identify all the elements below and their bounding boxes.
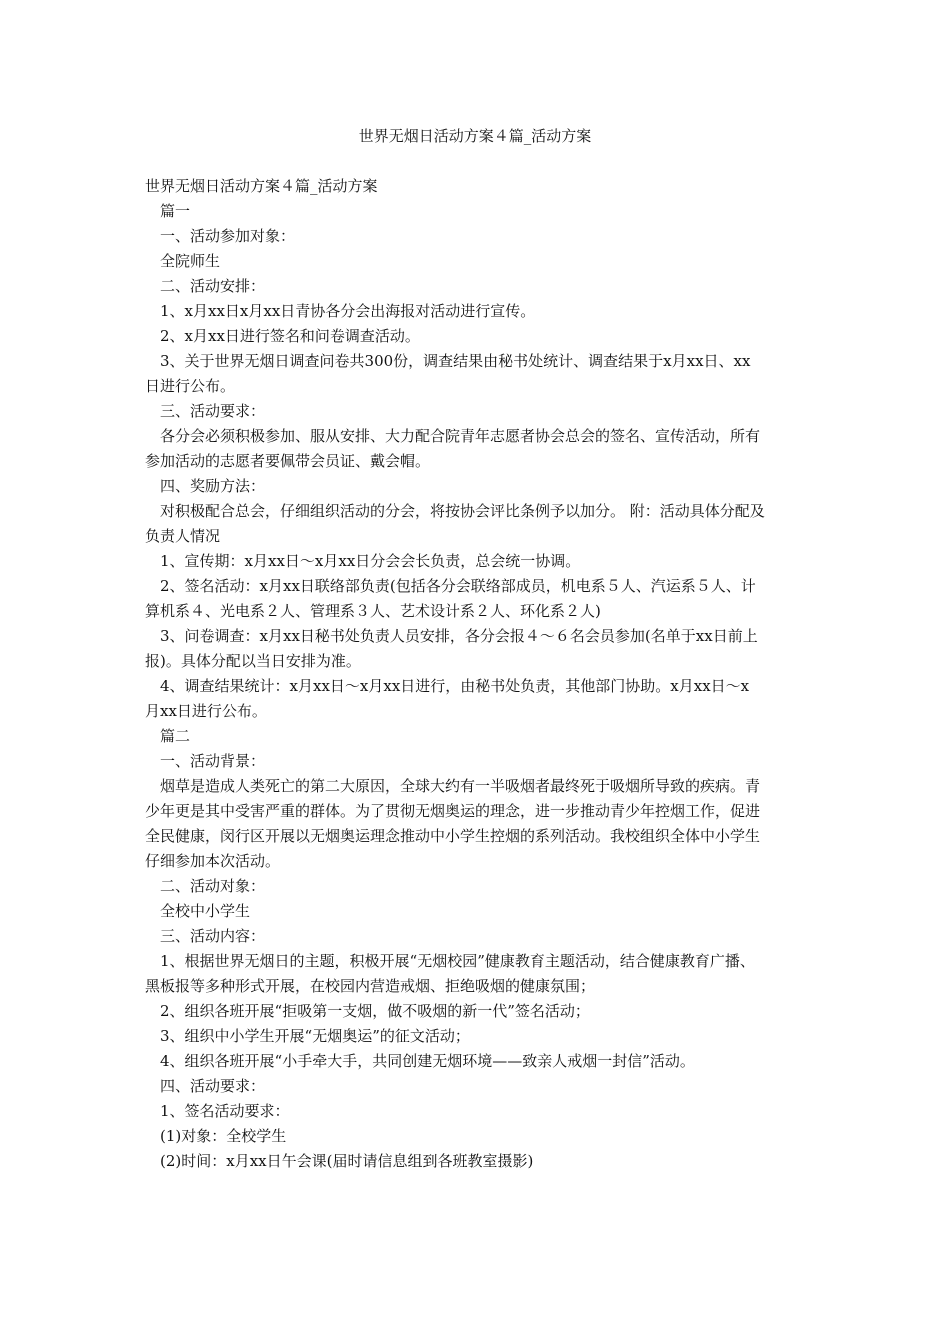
document-body	[145, 174, 815, 1174]
paragraph-line: 负责人情况	[145, 527, 221, 545]
paragraph-line: 报)。具体分配以当日安排为准。	[145, 652, 361, 670]
paragraph-line: 三、活动要求：	[160, 402, 266, 420]
paragraph-line: (2)时间：x月xx日午会课(届时请信息组到各班教室摄影)	[160, 1152, 534, 1170]
paragraph-line: 1、签名活动要求：	[160, 1102, 290, 1120]
paragraph-line: 少年更是其中受害严重的群体。为了贯彻无烟奥运的理念，进一步推动青少年控烟工作，促进	[145, 802, 761, 820]
paragraph-line: 二、活动对象：	[160, 877, 266, 895]
paragraph-line: 参加活动的志愿者要佩带会员证、戴会帽。	[145, 452, 431, 470]
paragraph-line: 全校中小学生	[160, 902, 251, 920]
paragraph-line: 黑板报等多种形式开展，在校园内营造戒烟、拒绝吸烟的健康氛围；	[145, 977, 596, 995]
paragraph-line: 3、关于世界无烟日调查问卷共300份，调查结果由秘书处统计、调查结果于x月xx日、xx	[160, 352, 751, 370]
paragraph-line: 全院师生	[160, 252, 221, 270]
paragraph-line: 算机系４、光电系２人、管理系３人、艺术设计系２人、环化系２人)	[145, 602, 601, 620]
paragraph-line: 3、问卷调查：x月xx日秘书处负责人员安排，各分会报４～６名会员参加(名单于xx日前上	[160, 627, 758, 645]
paragraph-line: 4、调查结果统计：x月xx日～x月xx日进行，由秘书处负责，其他部门协助。x月xx日～x	[160, 677, 750, 695]
page-title: 世界无烟日活动方案４篇_活动方案	[358, 127, 592, 145]
paragraph-line: 二、活动安排：	[160, 277, 266, 295]
paragraph-line: 对积极配合总会，仔细组织活动的分会，将按协会评比条例予以加分。 附：活动具体分配及	[160, 502, 765, 520]
paragraph-line: 世界无烟日活动方案４篇_活动方案	[145, 177, 378, 195]
paragraph-line: 3、组织中小学生开展“无烟奥运”的征文活动；	[160, 1027, 470, 1045]
paragraph-line: 一、活动参加对象：	[160, 227, 296, 245]
paragraph-line: 各分会必须积极参加、服从安排、大力配合院青年志愿者协会总会的签名、宣传活动，所有	[160, 427, 761, 445]
paragraph-line: 1、根据世界无烟日的主题，积极开展“无烟校园”健康教育主题活动，结合健康教育广播、	[160, 952, 755, 970]
paragraph-line: 4、组织各班开展“小手牵大手，共同创建无烟环境——致亲人戒烟一封信”活动。	[160, 1052, 695, 1070]
paragraph-line: 全民健康，闵行区开展以无烟奥运理念推动中小学生控烟的系列活动。我校组织全体中小学生	[145, 827, 761, 845]
paragraph-line: 烟草是造成人类死亡的第二大原因，全球大约有一半吸烟者最终死于吸烟所导致的疾病。青	[160, 777, 761, 795]
paragraph-line: 篇一	[160, 202, 191, 220]
paragraph-line: 月xx日进行公布。	[145, 702, 267, 720]
paragraph-line: (1)对象：全校学生	[160, 1127, 287, 1145]
paragraph-line: 仔细参加本次活动。	[145, 852, 281, 870]
paragraph-line: 2、签名活动：x月xx日联络部负责(包括各分会联络部成员，机电系５人、汽运系５人、计	[160, 577, 756, 595]
paragraph-line: 一、活动背景：	[160, 752, 266, 770]
paragraph-line: 三、活动内容：	[160, 927, 266, 945]
paragraph-line: 四、奖励方法：	[160, 477, 266, 495]
paragraph-line: 日进行公布。	[145, 377, 236, 395]
paragraph-line: 2、x月xx日进行签名和问卷调查活动。	[160, 327, 420, 345]
paragraph-line: 1、宣传期：x月xx日～x月xx日分会会长负责，总会统一协调。	[160, 552, 581, 570]
paragraph-line: 1、x月xx日x月xx日青协各分会出海报对活动进行宣传。	[160, 302, 536, 320]
paragraph-line: 2、组织各班开展“拒吸第一支烟，做不吸烟的新一代”签名活动；	[160, 1002, 590, 1020]
paragraph-line: 四、活动要求：	[160, 1077, 266, 1095]
paragraph-line: 篇二	[160, 727, 191, 745]
